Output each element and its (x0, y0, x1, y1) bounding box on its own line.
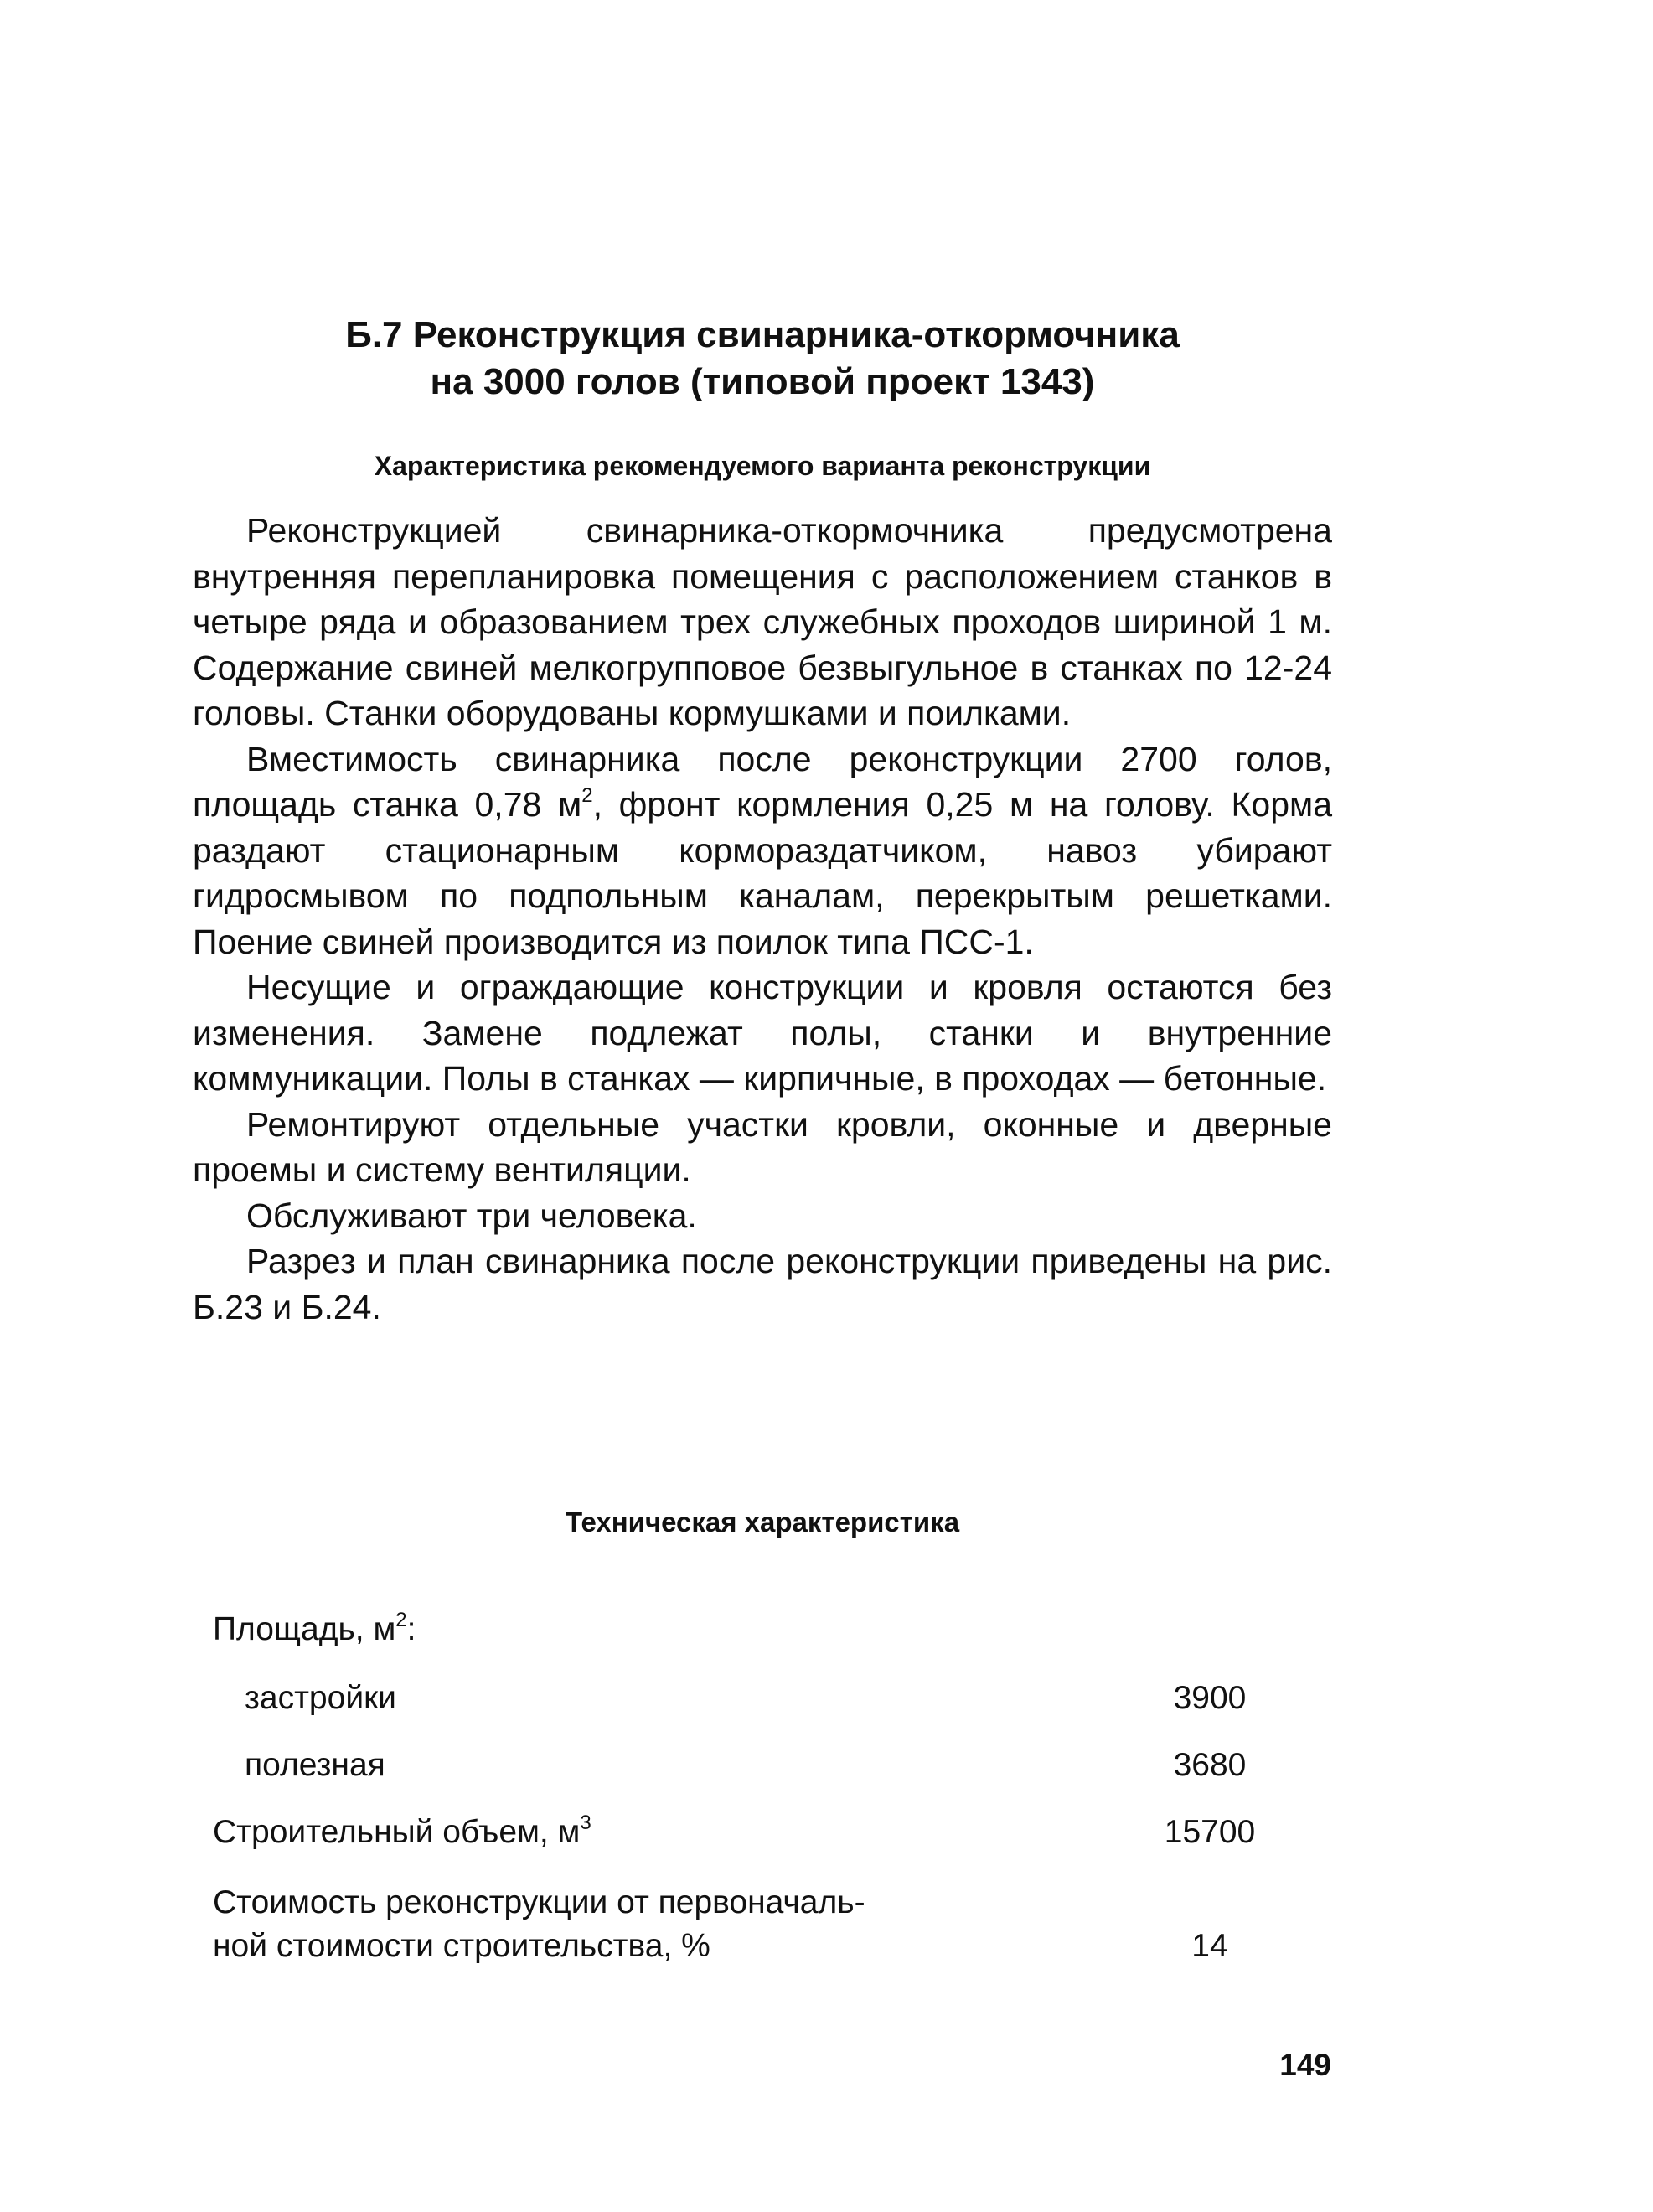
spec-label-useful: полезная (245, 1747, 385, 1783)
paragraph-2-text-a: Вместимость свинарника после реконструкции 2700 голов, площадь станка 0,78 м (193, 739, 1332, 824)
spec-label-volume (213, 1811, 591, 1853)
paragraph-2-text-c: Корма раздают стационарным кормораздатчиком, навоз убирают гидросмывом по подпольным каналам, перекрытым решетками. Поение свиней производится из поилок типа ПСС-1. (193, 785, 1332, 961)
page-number: 149 (1279, 2048, 1331, 2082)
section-title-line-2: на 3000 голов (типовой проект 1343) (430, 361, 1095, 402)
paragraph-2-text-b: , фронт кормления 0,25 м на голову. (592, 785, 1232, 824)
spec-label-area-sup: 2 (395, 1609, 407, 1631)
paragraph-4: Ремонтируют отдельные участки кровли, оконные и дверные проемы и систему вентиляции. (193, 1104, 1332, 1189)
body-text (193, 508, 1332, 1330)
spec-value-cost: 14 (1191, 1928, 1228, 1964)
spec-value-useful: 3680 (1173, 1747, 1247, 1783)
spec-label-volume-text: Строительный объем, м (213, 1814, 581, 1850)
paragraph-6: Разрез и план свинарника после реконструкции приведены на рис. Б.23 и Б.24. (193, 1242, 1332, 1326)
paragraph-2-superscript: 2 (581, 784, 593, 808)
tech-spec-title: Техническая характеристика (565, 1507, 960, 1538)
spec-label-volume-sup: 3 (580, 1811, 591, 1834)
paragraph-3: Несущие и ограждающие конструкции и кровля остаются без изменения. Замене подлежат полы, станки и внутренние коммуникации. Полы в станках — кирпичные, в проходах — бетонные. (193, 968, 1332, 1098)
paragraph-2 (193, 736, 1332, 965)
section-subtitle: Характеристика рекомендуемого варианта реконструкции (374, 451, 1151, 481)
spec-label-cost-line2: ной стоимости строительства, % (213, 1928, 710, 1964)
spec-label-area-colon: : (406, 1611, 416, 1647)
spec-label-cost-line1: Стоимость реконструкции от первоначаль- (213, 1884, 865, 1920)
paragraph-5: Обслуживают три человека. (246, 1196, 697, 1235)
section-title (218, 312, 1307, 406)
spec-label-built: застройки (245, 1680, 396, 1716)
spec-label-area-text: Площадь, м (213, 1611, 396, 1647)
paragraph-1: Реконструкцией свинарника-откормочника предусмотрена внутренняя перепланировка помещения с расположением станков в четыре ряда и образованием трех служебных проходов шириной 1 м. Содержание свиней мелкогрупповое безвыгульное в станках по 12-24 головы. Станки оборудованы кормушками и поилками. (193, 511, 1332, 732)
spec-label-area (213, 1609, 416, 1651)
section-title-line-1: Б.7 Реконструкция свинарника-откормочника (345, 314, 1180, 355)
spec-value-volume: 15700 (1164, 1814, 1256, 1850)
spec-value-built: 3900 (1173, 1680, 1247, 1716)
